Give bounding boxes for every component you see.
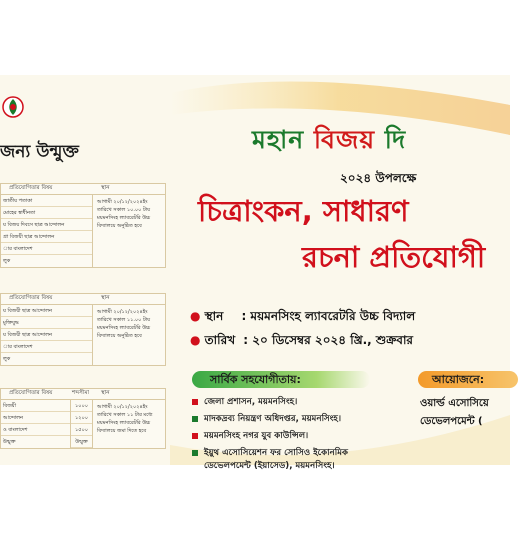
headline — [252, 120, 406, 163]
organizer-name — [420, 395, 489, 431]
organizer-line2: ডেভেলপমেন্ট ( — [420, 416, 483, 427]
table-header — [1, 184, 165, 195]
competition-title-line1: চিত্রাংকন, সাধারণ — [198, 194, 409, 228]
table-row: জাতীয় পতাকা — [1, 195, 92, 207]
venue-label: স্থান — [204, 309, 224, 323]
table-row: মুক্তিযুদ্ধ — [1, 317, 92, 329]
competition-table-3 — [0, 388, 166, 449]
table-header-place: স্থান — [101, 185, 110, 191]
organization-logo-icon — [2, 95, 24, 119]
table-row: ও বাংলাদেশ — [1, 424, 70, 436]
table-row: ার বাংলাদেশ — [1, 341, 92, 353]
date-line — [190, 332, 413, 352]
competition-table-2 — [0, 293, 166, 366]
left-panel — [0, 75, 168, 465]
table-row: লুক — [3, 356, 11, 362]
table-header — [1, 389, 165, 400]
list-item — [192, 429, 402, 446]
table-header-place: স্থান — [101, 390, 110, 396]
event-banner — [0, 75, 510, 471]
table-header-subject: প্রতিযোগিতার বিষয় — [9, 185, 53, 191]
word-limit-cell: ১৫০০ — [71, 424, 92, 436]
list-item-text: ডেভেলপমেন্ট (ইয়াসেড), ময়মনসিংহ। — [204, 461, 335, 471]
headline-green: মহান — [252, 125, 305, 154]
list-item — [192, 395, 402, 412]
table-row: ার বাংলাদেশ — [1, 243, 92, 255]
table-row: গ্রা বিজয়ী ছাত্র আন্দোলন — [1, 231, 92, 243]
square-bullet-icon — [192, 450, 198, 456]
list-item — [192, 412, 402, 429]
competition-table-1 — [0, 183, 166, 268]
list-item-text: মাদকদ্রব্য নিয়ন্ত্রণ অধিদপ্তর, ময়মনসিংহ। — [204, 414, 342, 424]
bullet-icon: ● — [190, 333, 201, 347]
table-row: আন্দোলন — [1, 412, 70, 424]
square-bullet-icon — [192, 433, 198, 439]
table-header-subject: প্রতিযোগিতার বিষয় — [9, 295, 53, 301]
table-header-word-limit: শব্দসীমা — [72, 390, 89, 396]
list-item — [192, 446, 402, 459]
table-row: য় বিজয়ী ছাত্র আন্দোলন — [1, 329, 92, 341]
list-item-text: ইয়ুথ এসোসিয়েশন ফর সোসিও ইকোনমিক — [204, 448, 349, 458]
date-value: : ২০ ডিসেম্বর ২০২৪ খ্রি., শুক্রবার — [243, 333, 414, 347]
square-bullet-icon — [192, 416, 198, 422]
list-item-text: ময়মনসিংহ নগর যুব কাউন্সিল। — [204, 431, 309, 441]
table-row: বিজয়ী — [1, 400, 70, 412]
open-for-title: জন্য উন্মুক্ত — [0, 142, 79, 162]
date-label: তারিখ — [204, 333, 236, 347]
support-list — [192, 395, 402, 473]
organizer-title-pill: আয়োজনে: — [418, 371, 518, 388]
table-header-place: স্থান — [101, 295, 110, 301]
bullet-icon: ● — [190, 309, 201, 323]
table-place-cell: আগামী ২০/১২/২০২৪ইং তারিখে সকাল ১০.০০ টায় ময়মনসিংহ ল্যাবরেটরি উচ্চ বিদ্যালয়ে অনুষ্ঠিত হবে — [97, 199, 151, 229]
competition-title-line2: রচনা প্রতিযোগী — [302, 240, 486, 274]
organizer-line1: ওয়ার্ল্ড এসোসিয়ে — [420, 398, 489, 409]
square-bullet-icon — [192, 399, 198, 405]
table-row: মোহের স্বাধীনতা — [1, 207, 92, 219]
table-header-subject: প্রতিযোগিতার বিষয় — [9, 390, 53, 396]
word-limit-cell: উন্মুক্ত — [71, 436, 92, 448]
table-row: লুক — [3, 258, 11, 264]
list-item-text: জেলা প্রশাসন, ময়মনসিংহ। — [204, 397, 298, 407]
table-header — [1, 294, 165, 305]
word-limit-cell: ১২০০ — [71, 412, 92, 424]
table-place-cell: আগামী ২০/১২/২০২৪ইং তারিখে সকাল ১১ টার মধ্যে ময়মনসিংহ ল্যাবরেটরি উচ্চ বিদ্যালয়ে জমা দিতে হবে — [97, 404, 153, 434]
table-row: য় বিজয়ী ছাত্র আন্দোলন — [1, 305, 92, 317]
headline-red: বিজয় — [313, 125, 376, 154]
table-row: উন্মুক্ত — [3, 439, 16, 445]
table-place-cell: আগামী ২০/১২/২০২৪ইং তারিখে সকাল ১১.০০ টায় ময়মনসিংহ ল্যাবরেটরি উচ্চ বিদ্যালয়ে অনুষ্ঠিত হবে — [97, 309, 151, 339]
venue-value: : ময়মনসিংহ ল্যাবরেটরি উচ্চ বিদ্যাল — [241, 309, 416, 323]
list-item-continuation — [192, 459, 402, 473]
table-row: য় বিজয় দিবসে ছাত্র আন্দোলন — [1, 219, 92, 231]
headline-end: দি — [384, 125, 407, 154]
occasion-subline: ২০২৪ উপলক্ষে — [340, 171, 417, 185]
support-title-pill: সার্বিক সহযোগীতায়: — [192, 371, 370, 388]
word-limit-cell: ১০০০ — [71, 400, 92, 412]
venue-line — [190, 308, 415, 328]
